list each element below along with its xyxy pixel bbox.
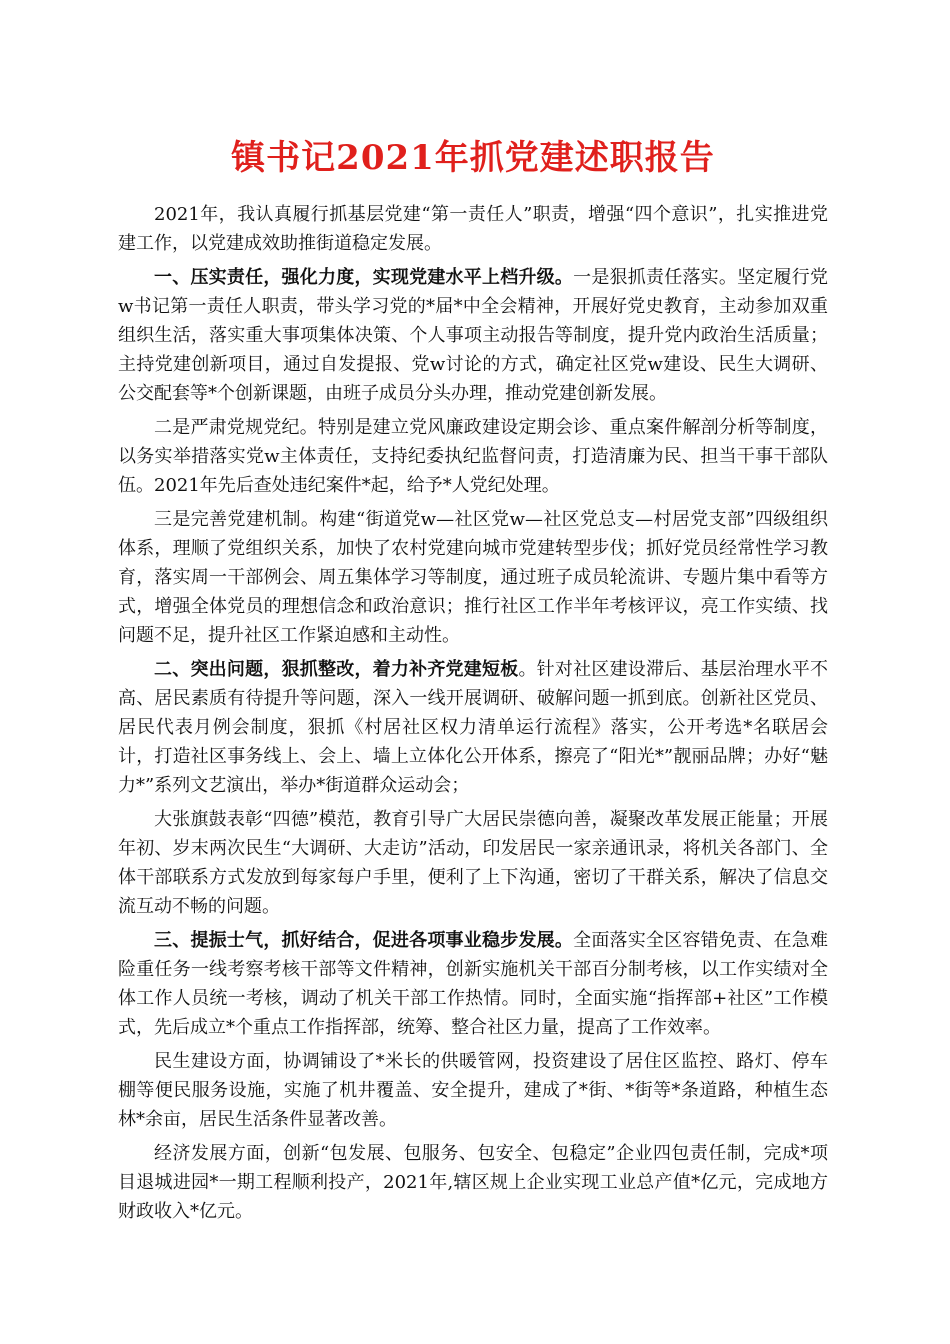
paragraph-section-1 — [118, 263, 828, 408]
paragraph-text: 民生建设方面，协调铺设了*米长的供暖管网，投资建设了居住区监控、路灯、停车棚等便民服务设施，实施了机井覆盖、安全提升，建成了*街、*街等*条道路，种植生态林*余亩，居民生活条件显著改善。 — [118, 1051, 828, 1130]
paragraph-models — [118, 805, 828, 921]
paragraph-text: 二是严肃党规党纪。特别是建立党风廉政建设定期会诊、重点案件解剖分析等制度，以务实举措落实党w主体责任，支持纪委执纪监督问责，打造清廉为民、担当干事干部队伍。2021年先后查处违纪案件*起，给予*人党纪处理。 — [118, 417, 828, 496]
document-page — [118, 128, 828, 1231]
paragraph-discipline — [118, 413, 828, 500]
paragraph-livelihood — [118, 1047, 828, 1134]
paragraph-intro — [118, 200, 828, 258]
paragraph-text: 一是狠抓责任落实。坚定履行党w书记第一责任人职责，带头学习党的*届*中全会精神，开展好党史教育，主动参加双重组织生活，落实重大事项集体决策、个人事项主动报告等制度，提升党内政治生活质量；主持党建创新项目，通过自发提报、党w讨论的方式，确定社区党w建设、民生大调研、公交配套等*个创新课题，由班子成员分头办理，推动党建创新发展。 — [118, 267, 828, 404]
paragraph-text: 大张旗鼓表彰“四德”模范，教育引导广大居民崇德向善，凝聚改革发展正能量；开展年初、岁末两次民生“大调研、大走访”活动，印发居民一家亲通讯录，将机关各部门、全体干部联系方式发放到每家每户手里，便利了上下沟通，密切了干群关系，解决了信息交流互动不畅的问题。 — [118, 809, 828, 917]
paragraph-text: 经济发展方面，创新“包发展、包服务、包安全、包稳定”企业四包责任制，完成*项目退城进园*一期工程顺利投产，2021年,辖区规上企业实现工业总产值*亿元，完成地方财政收入*亿元。 — [118, 1143, 828, 1222]
document-title: 镇书记2021年抓党建述职报告 — [231, 138, 715, 178]
section-heading: 二、突出问题，狠抓整改，着力补齐党建短板 — [154, 659, 519, 680]
section-heading: 一、压实责任，强化力度，实现党建水平上档升级。 — [154, 267, 574, 288]
paragraph-economy — [118, 1139, 828, 1226]
paragraph-mechanism — [118, 505, 828, 650]
paragraph-section-2 — [118, 655, 828, 800]
paragraph-text: 三是完善党建机制。构建“街道党w—社区党w—社区党总支—村居党支部”四级组织体系，理顺了党组织关系，加快了农村党建向城市党建转型步伐；抓好党员经常性学习教育，落实周一干部例会、周五集体学习等制度，通过班子成员轮流讲、专题片集中看等方式，增强全体党员的理想信念和政治意识；推行社区工作半年考核评议，亮工作实绩、找问题不足，提升社区工作紧迫感和主动性。 — [118, 509, 828, 646]
paragraph-text: 全面落实全区容错免责、在急难险重任务一线考察考核干部等文件精神，创新实施机关干部百分制考核，以工作实绩对全体工作人员统一考核，调动了机关干部工作热情。同时，全面实施“指挥部+社区”工作模式，先后成立*个重点工作指挥部，统筹、整合社区力量，提高了工作效率。 — [118, 930, 828, 1038]
paragraph-section-3 — [118, 926, 828, 1042]
paragraph-text: 。针对社区建设滞后、基层治理水平不高、居民素质有待提升等问题，深入一线开展调研、破解问题一抓到底。创新社区党员、居民代表月例会制度，狠抓《村居社区权力清单运行流程》落实，公开考选*名联居会计，打造社区事务线上、会上、墙上立体化公开体系，擦亮了“阳光*”靓丽品牌；办好“魅力*”系列文艺演出，举办*街道群众运动会； — [118, 659, 829, 796]
section-heading: 三、提振士气，抓好结合，促进各项事业稳步发展。 — [154, 930, 574, 951]
paragraph-text: 2021年，我认真履行抓基层党建“第一责任人”职责，增强“四个意识”，扎实推进党建工作，以党建成效助推街道稳定发展。 — [118, 204, 828, 254]
